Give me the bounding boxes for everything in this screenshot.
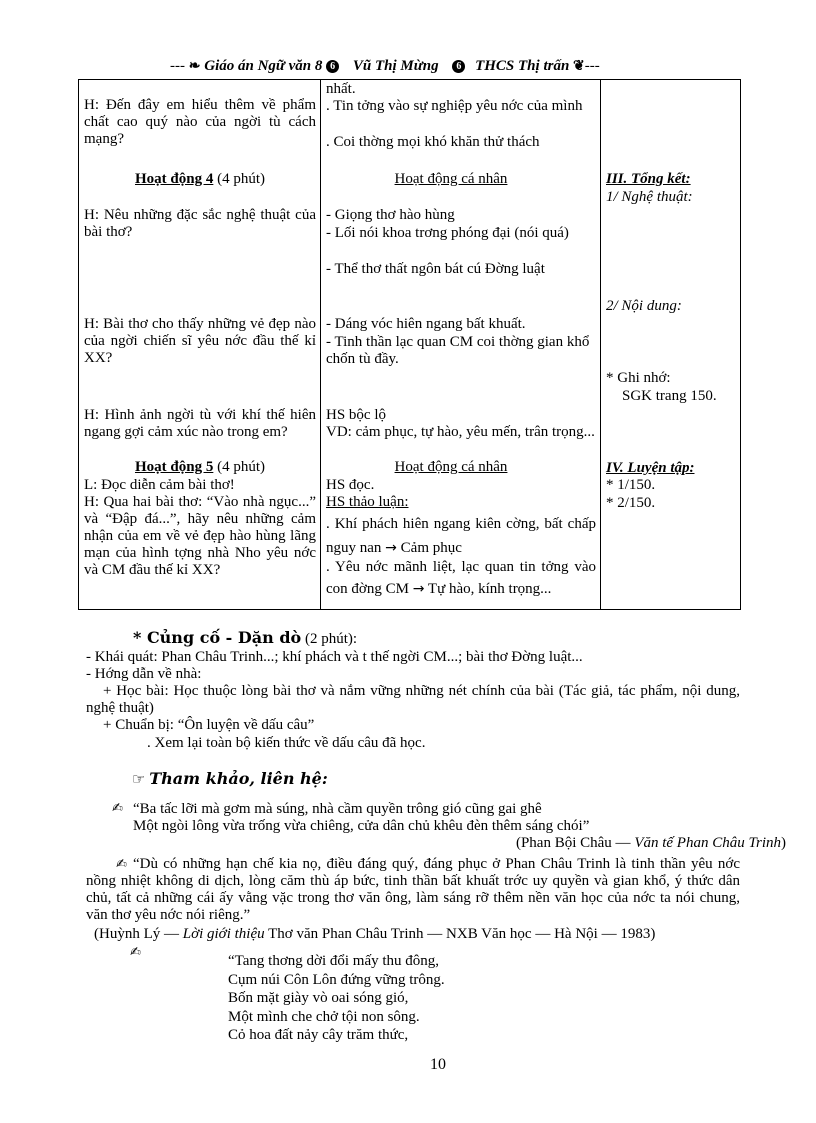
consolidation-line: + Chuẩn bị: “Ôn luyện về dấu câu” bbox=[103, 717, 315, 733]
source-close: ) bbox=[781, 835, 786, 851]
answer-line: HS đọc. bbox=[326, 477, 375, 493]
activity-5-label-text: Hoạt động cá nhân bbox=[394, 459, 508, 475]
consolidation-line: . Xem lại toàn bộ kiến thức về dấu câu đã học. bbox=[147, 735, 426, 751]
arrow-right-icon: → bbox=[385, 540, 397, 556]
section-4-title: IV. Luyện tập: bbox=[606, 460, 695, 476]
answer-line: - Tinh thần lạc quan CM coi thờng gian khổ chốn tù đầy. bbox=[326, 334, 590, 367]
exercise-item: * 2/150. bbox=[606, 495, 656, 511]
source-author: (Huỳnh Lý — bbox=[94, 926, 179, 942]
activity-4-label bbox=[326, 171, 596, 188]
header-circle-icon: 6 bbox=[452, 60, 465, 73]
note-title: * Ghi nhớ: bbox=[606, 370, 671, 386]
pencil-icon: ✍ bbox=[112, 801, 123, 816]
arrow-right-icon: → bbox=[412, 581, 425, 597]
activity-5-title: Hoạt động 5 bbox=[134, 459, 214, 475]
answer-line bbox=[326, 556, 596, 610]
answer-text: . Yêu nớc mãnh liệt, lạc quan tin tởng vào con đờng CM bbox=[326, 559, 596, 597]
answer-line: - Thể thơ thất ngôn bát cú Đờng luật bbox=[326, 261, 545, 277]
section-3-title: III. Tổng kết: bbox=[606, 171, 691, 187]
poem bbox=[228, 952, 445, 1045]
poem-line: Một mình che chở tội non sông. bbox=[228, 1008, 420, 1025]
table-col-student bbox=[326, 0, 596, 610]
poem-line: Bốn mặt giày vò oai sóng gió, bbox=[228, 990, 409, 1006]
exercise-item: * 1/150. bbox=[606, 477, 656, 493]
leaf-ornament-icon: ❧ bbox=[188, 59, 201, 74]
source-author: (Phan Bội Châu — bbox=[515, 835, 631, 851]
answer-line: - Giọng thơ hào hùng bbox=[326, 207, 455, 223]
answer-line: HS bộc lộ bbox=[326, 407, 386, 423]
header-author: Vũ Thị Mừng bbox=[352, 58, 439, 74]
consolidation-title: * Củng cố - Dặn dò bbox=[133, 628, 302, 647]
consolidation-heading bbox=[133, 629, 357, 648]
pencil-icon: ✍ bbox=[130, 945, 141, 960]
answer-line bbox=[326, 512, 596, 560]
source-work: Lời giới thiệu bbox=[182, 926, 265, 942]
instruction: L: Đọc diễn cảm bài thơ! bbox=[84, 477, 235, 493]
answer-line: VD: cảm phục, tự hào, yêu mến, trân trọng... bbox=[326, 424, 595, 440]
answer-line bbox=[326, 494, 596, 511]
table-column-divider bbox=[320, 79, 321, 610]
header-circle-icon: 6 bbox=[326, 60, 339, 73]
header-school: THCS Thị trấn bbox=[475, 58, 570, 74]
quote-source bbox=[516, 835, 786, 852]
quote-source bbox=[94, 926, 655, 943]
pencil-icon: ✍ bbox=[116, 857, 127, 872]
header-left-dash: --- bbox=[170, 58, 185, 74]
discussion-label: HS thảo luận: bbox=[326, 494, 409, 510]
answer-line: . Coi thờng mọi khó khăn thử thách bbox=[326, 134, 540, 150]
answer-text: Tự hào, kính trọng... bbox=[427, 581, 552, 597]
activity-4-time: (4 phút) bbox=[217, 171, 266, 187]
table-col-content bbox=[606, 0, 740, 610]
leaf-ornament-icon: ❦ bbox=[573, 59, 585, 74]
question: H: Hình ảnh ngời tù với khí thế hiên ngang gợi cảm xúc nào trong em? bbox=[84, 407, 316, 440]
activity-5-time: (4 phút) bbox=[217, 459, 266, 475]
answer-text: . Khí phách hiên ngang kiên cờng, bất chấp nguy nan bbox=[326, 516, 596, 556]
answer-line: - Dáng vóc hiên ngang bất khuất. bbox=[326, 316, 526, 332]
answer-line: nhất. bbox=[326, 81, 356, 97]
consolidation-line: - Hớng dẫn về nhà: bbox=[86, 666, 202, 682]
answer-line: . Tin tởng vào sự nghiệp yêu nớc của mình bbox=[326, 98, 583, 114]
consolidation-time: (2 phút): bbox=[304, 631, 358, 647]
source-publisher: Thơ văn Phan Châu Trinh — NXB Văn học — Hà Nội — 1983) bbox=[268, 926, 656, 942]
poem-line: Cỏ hoa đất nảy cây trăm thức, bbox=[228, 1027, 409, 1043]
consolidation-line: - Khái quát: Phan Châu Trinh...; khí phách và t thế ngời CM...; bài thơ Đờng luật... bbox=[86, 649, 583, 665]
section-3-content: 2/ Nội dung: bbox=[606, 298, 682, 314]
quote-paragraph: “Dù có những hạn chế kia nọ, điều đáng quý, đáng phục ở Phan Châu Trinh là tinh thần yêu nớc nồng nhiệt không di dịch, lòng căm thù áp bức, tinh thần bất khuất trớc uy quyền và gian khổ, ý thức dân chủ, tất cả những cái ấy vằng vặc trong thơ văn ông, làm sáng rỡ thêm nền văn học của nớc ta nói chung, văn thơ yêu nớc nói riêng.” bbox=[86, 856, 740, 923]
activity-5-label bbox=[326, 459, 596, 476]
activity-4-label-text: Hoạt động cá nhân bbox=[394, 171, 508, 187]
table-col-teacher bbox=[84, 0, 316, 610]
poem-line: “Tang thơng dời đổi mấy thu đông, bbox=[228, 953, 440, 969]
table-column-divider bbox=[600, 79, 601, 610]
hand-point-icon: ☞ bbox=[132, 770, 146, 788]
activity-4-title: Hoạt động 4 bbox=[134, 171, 214, 187]
activity-4-heading bbox=[84, 171, 316, 188]
header-title: Giáo án Ngữ văn 8 bbox=[204, 58, 323, 74]
answer-line: - Lối nói khoa trơng phóng đại (nói quá) bbox=[326, 225, 569, 241]
answer-text: Cảm phục bbox=[400, 540, 462, 556]
poem-line: Cụm núi Côn Lôn đứng vững trông. bbox=[228, 971, 445, 988]
activity-5-heading bbox=[84, 459, 316, 476]
source-work: Văn tế Phan Châu Trinh bbox=[634, 835, 781, 851]
note-text: SGK trang 150. bbox=[622, 388, 717, 404]
consolidation-line: + Học bài: Học thuộc lòng bài thơ và nắm vững những nét chính của bài (Tác giả, tác phẩm, nội dung, nghệ thuật) bbox=[86, 683, 740, 716]
reference-heading bbox=[132, 770, 328, 789]
question: H: Qua hai bài thơ: “Vào nhà ngục...” và “Đập đá...”, hãy nêu những cảm nhận của em về vẻ đẹp hào hùng lãng mạn của hình tợng nhà Nho yêu nớc và CM đầu thế kỉ XX? bbox=[84, 494, 316, 578]
header-right-dash: --- bbox=[584, 58, 600, 74]
reference-title: Tham khảo, liên hệ: bbox=[149, 769, 328, 788]
page-number: 10 bbox=[430, 1056, 446, 1073]
quote-line: “Ba tấc lỡi mà gơm mà súng, nhà cầm quyền trông gió cũng gai ghê bbox=[133, 801, 542, 817]
question: H: Bài thơ cho thấy những vẻ đẹp nào của ngời chiến sĩ yêu nớc đầu thế kỉ XX? bbox=[84, 316, 316, 366]
question: H: Nêu những đặc sắc nghệ thuật của bài thơ? bbox=[84, 207, 316, 240]
section-3-art: 1/ Nghệ thuật: bbox=[606, 189, 693, 205]
quote-line: Một ngòi lông vừa trống vừa chiêng, cửa dân chủ khêu đèn thêm sáng chói” bbox=[133, 818, 590, 834]
question: H: Đến đây em hiểu thêm về phẩm chất cao quý nào của ngời tù cách mạng? bbox=[84, 97, 316, 147]
